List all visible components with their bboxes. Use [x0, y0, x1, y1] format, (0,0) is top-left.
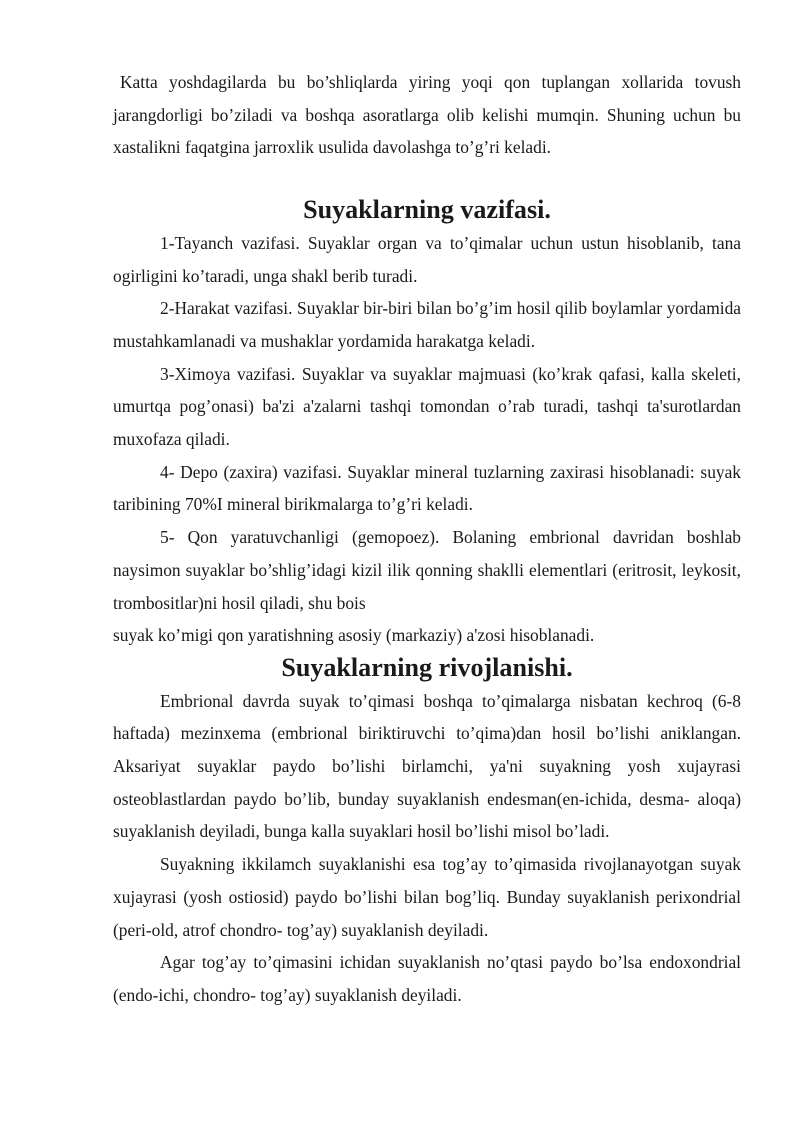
- function-paragraph-1: 1-Tayanch vazifasi. Suyaklar organ va to’qimalar uchun ustun hisoblanib, tana ogirligini ko’taradi, unga shakl berib turadi.: [113, 232, 741, 286]
- development-paragraph-2: Suyakning ikkilamch suyaklanishi esa tog’ay to’qimasida rivojlanayotgan suyak xujayrasi (yosh ostiosid) paydo bo’lishi bilan bog’liq. Bunday suyaklanish perixondrial (peri-old, atrof chondro- tog’ay) suyaklanish deyiladi.: [113, 854, 741, 940]
- document-page: [113, 66, 741, 1012]
- function-paragraph-3: 3-Ximoya vazifasi. Suyaklar va suyaklar majmuasi (ko’krak qafasi, kalla skeleti, umurtqa pog’onasi) ba'zi a'zalarni tashqi tomondan o’rab turadi, tashqi ta'surotlardan muxofaza qiladi.: [113, 363, 741, 450]
- spacer: [113, 164, 741, 194]
- function-paragraph-2: 2-Harakat vazifasi. Suyaklar bir-biri bilan bo’g’im hosil qilib boylamlar yordamida mustahkamlanadi va mushaklar yordamida harakatga keladi.: [113, 298, 741, 351]
- section-title-functions: Suyaklarning vazifasi.: [303, 195, 551, 225]
- function-paragraph-5: 5- Qon yaratuvchanligi (gemopoez). Bolaning embrional davridan boshlab naysimon suyaklar bo’shlig’idagi kizil ilik qonning shaklli elementlari (eritrosit, leykosit, trombositlar)ni hosil qiladi, shu bois: [113, 527, 741, 613]
- function-paragraph-4: 4- Depo (zaxira) vazifasi. Suyaklar mineral tuzlarning zaxirasi hisoblanadi: suyak taribining 70%I mineral birikmalarga to’g’ri keladi.: [113, 461, 741, 515]
- section-title-development: Suyaklarning rivojlanishi.: [281, 652, 573, 682]
- development-paragraph-1: Embrional davrda suyak to’qimasi boshqa to’qimalarga nisbatan kechroq (6-8 haftada) mezinxema (embrional biriktiruvchi to’qima)dan hosil bo’lishi aniklangan. Aksariyat suyaklar paydo bo’lishi birlamchi, ya'ni suyakning yosh xujayrasi osteoblastlardan paydo bo’lib, bunday suyaklanish endesman(en-ichida, desma- aloqa) suyaklanish deyiladi, bunga kalla suyaklari hosil bo’lishi misol bo’ladi.: [113, 690, 741, 842]
- development-paragraph-3: Agar tog’ay to’qimasini ichidan suyaklanish no’qtasi paydo bo’lsa endoxondrial (endo-ichi, chondro- tog’ay) suyaklanish deyiladi.: [113, 952, 741, 1005]
- function-paragraph-5-continuation: suyak ko’migi qon yaratishning asosiy (markaziy) a'zosi hisoblanadi.: [113, 625, 595, 646]
- intro-paragraph: Katta yoshdagilarda bu bo’shliqlarda yiring yoqi qon tuplangan xollarida tovush jarangdorligi bo’ziladi va boshqa asoratlarga olib kelishi mumqin. Shuning uchun bu xastalikni faqatgina jarroxlik usulida davolashga to’g’ri keladi.: [113, 72, 741, 158]
